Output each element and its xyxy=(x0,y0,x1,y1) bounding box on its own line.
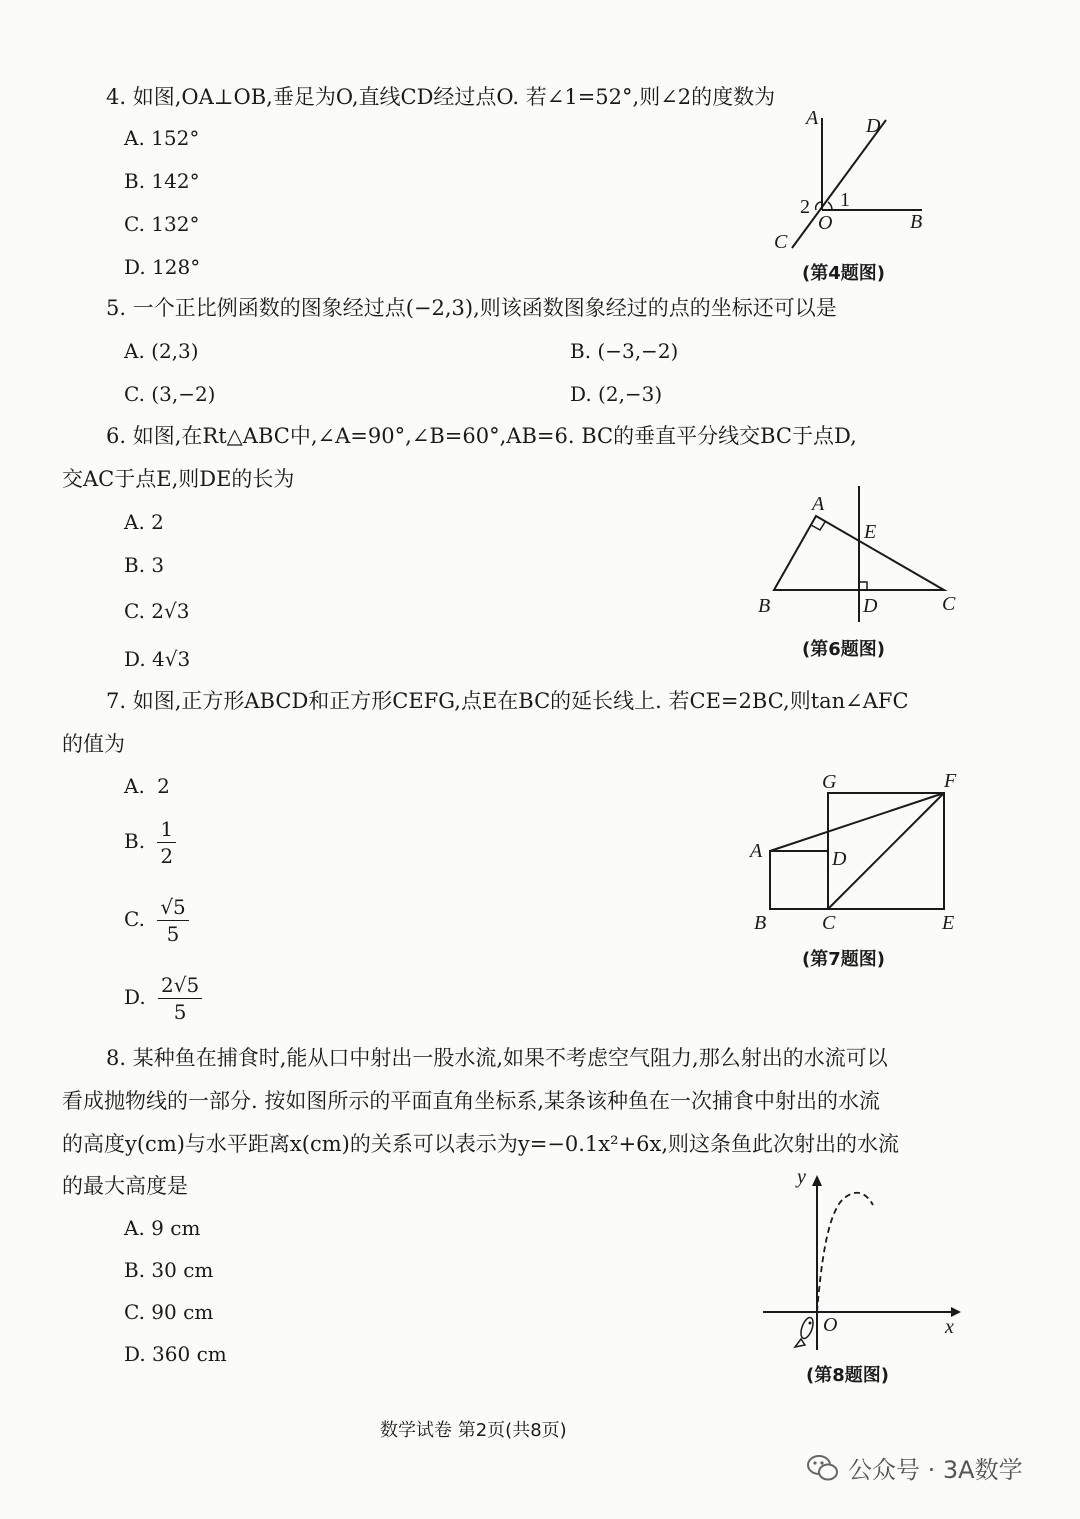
q7-option-d-letter: D. xyxy=(124,985,146,1009)
q4-option-b: B. 142° xyxy=(124,169,200,193)
q8-caption: (第8题图) xyxy=(806,1365,889,1386)
q7-option-d-fraction: $\frac{2√5}{5}$ xyxy=(158,972,202,1025)
label-b: B xyxy=(910,211,923,233)
q6-caption: (第6题图) xyxy=(802,639,885,660)
q4-stem: 4. 如图,OA⊥OB,垂足为O,直线CD经过点O. 若∠1=52°,则∠2的度数为 xyxy=(106,85,776,109)
q4-caption: (第4题图) xyxy=(802,263,885,284)
q8-figure xyxy=(755,1165,970,1365)
label-d: D xyxy=(866,115,881,137)
q5-option-c: C. (3,−2) xyxy=(124,382,216,406)
square-abcd xyxy=(770,851,828,909)
q4-figure xyxy=(760,100,960,260)
q8-option-c: C. 90 cm xyxy=(124,1300,214,1324)
q7-option-a-text: 2 xyxy=(157,774,170,798)
label-d: D xyxy=(832,848,847,870)
label-a: A xyxy=(812,493,825,515)
label-a: A xyxy=(806,107,819,129)
q7-figure xyxy=(740,765,970,940)
label-d: D xyxy=(863,595,878,617)
label-f: F xyxy=(944,770,957,792)
q6-option-a: A. 2 xyxy=(124,510,164,534)
q7-caption: (第7题图) xyxy=(802,949,885,970)
q6-option-c: C. 2√3 xyxy=(124,599,190,623)
q6-figure xyxy=(750,480,970,625)
wechat-icon xyxy=(806,1453,840,1483)
q7-option-c-fraction: $\frac{√5}{5}$ xyxy=(157,894,188,947)
q8-stem-line3: 的高度y(cm)与水平距离x(cm)的关系可以表示为y=−0.1x²+6x,则这条鱼此次射出的水流 xyxy=(62,1132,900,1156)
q8-option-b: B. 30 cm xyxy=(124,1258,214,1282)
q5-option-a: A. (2,3) xyxy=(124,339,199,363)
label-x: x xyxy=(945,1316,954,1338)
label-y: y xyxy=(797,1166,806,1188)
q5-stem: 5. 一个正比例函数的图象经过点(−2,3),则该函数图象经过的点的坐标还可以是 xyxy=(106,296,837,320)
q5-option-b: B. (−3,−2) xyxy=(570,339,679,363)
q8-stem-line2: 看成抛物线的一部分. 按如图所示的平面直角坐标系,某条该种鱼在一次捕食中射出的水流 xyxy=(62,1089,881,1113)
q4-option-d: D. 128° xyxy=(124,255,201,279)
q6-option-d: D. 4√3 xyxy=(124,647,191,671)
label-angle-1: 1 xyxy=(840,189,850,211)
y-axis-arrow xyxy=(812,1175,822,1186)
q7-option-b xyxy=(124,816,176,869)
q7-option-a-letter: A. xyxy=(124,774,145,798)
q8-stem-line1: 8. 某种鱼在捕食时,能从口中射出一股水流,如果不考虑空气阻力,那么射出的水流可以 xyxy=(106,1046,888,1070)
q7-option-b-letter: B. xyxy=(124,829,146,853)
label-b: B xyxy=(758,595,771,617)
segment-af xyxy=(770,793,944,851)
fish-icon xyxy=(795,1316,815,1347)
right-angle-d xyxy=(859,582,867,590)
label-e: E xyxy=(942,912,955,934)
page-footer: 数学试卷 第2页(共8页) xyxy=(380,1420,567,1441)
q5-option-d: D. (2,−3) xyxy=(570,382,663,406)
q6-option-b: B. 3 xyxy=(124,553,165,577)
label-e: E xyxy=(864,521,877,543)
label-c: C xyxy=(942,593,956,615)
q8-stem-line4: 的最大高度是 xyxy=(62,1174,188,1198)
q4-option-a: A. 152° xyxy=(124,126,200,150)
q7-option-c xyxy=(124,894,189,947)
label-angle-2: 2 xyxy=(800,196,810,218)
watermark-text: 公众号 · 3A数学 xyxy=(848,1456,1023,1484)
label-b: B xyxy=(754,912,767,934)
q7-option-b-fraction: $\frac{1}{2}$ xyxy=(157,816,176,869)
label-a: A xyxy=(750,840,763,862)
label-g: G xyxy=(822,771,837,793)
q6-stem-line2: 交AC于点E,则DE的长为 xyxy=(62,467,295,491)
label-o: O xyxy=(818,212,833,234)
q8-option-a: A. 9 cm xyxy=(124,1216,201,1240)
right-angle-a xyxy=(811,522,825,530)
water-parabola xyxy=(817,1193,873,1312)
q4-option-c: C. 132° xyxy=(124,212,200,236)
watermark xyxy=(806,1450,1023,1485)
q7-stem-line1: 7. 如图,正方形ABCD和正方形CEFG,点E在BC的延长线上. 若CE=2BC,则tan∠AFC xyxy=(106,689,909,713)
q7-stem-line2: 的值为 xyxy=(62,732,125,756)
q7-option-a xyxy=(124,772,170,800)
angle-1-arc xyxy=(828,202,832,210)
label-c: C xyxy=(822,912,836,934)
q8-option-d: D. 360 cm xyxy=(124,1342,227,1366)
q7-option-c-letter: C. xyxy=(124,907,145,931)
line-cd xyxy=(792,120,886,248)
label-c: C xyxy=(774,231,788,253)
q7-option-d xyxy=(124,972,202,1025)
q6-stem-line1: 6. 如图,在Rt△ABC中,∠A=90°,∠B=60°,AB=6. BC的垂直平分线交BC于点D, xyxy=(106,424,857,448)
label-o: O xyxy=(823,1314,838,1336)
